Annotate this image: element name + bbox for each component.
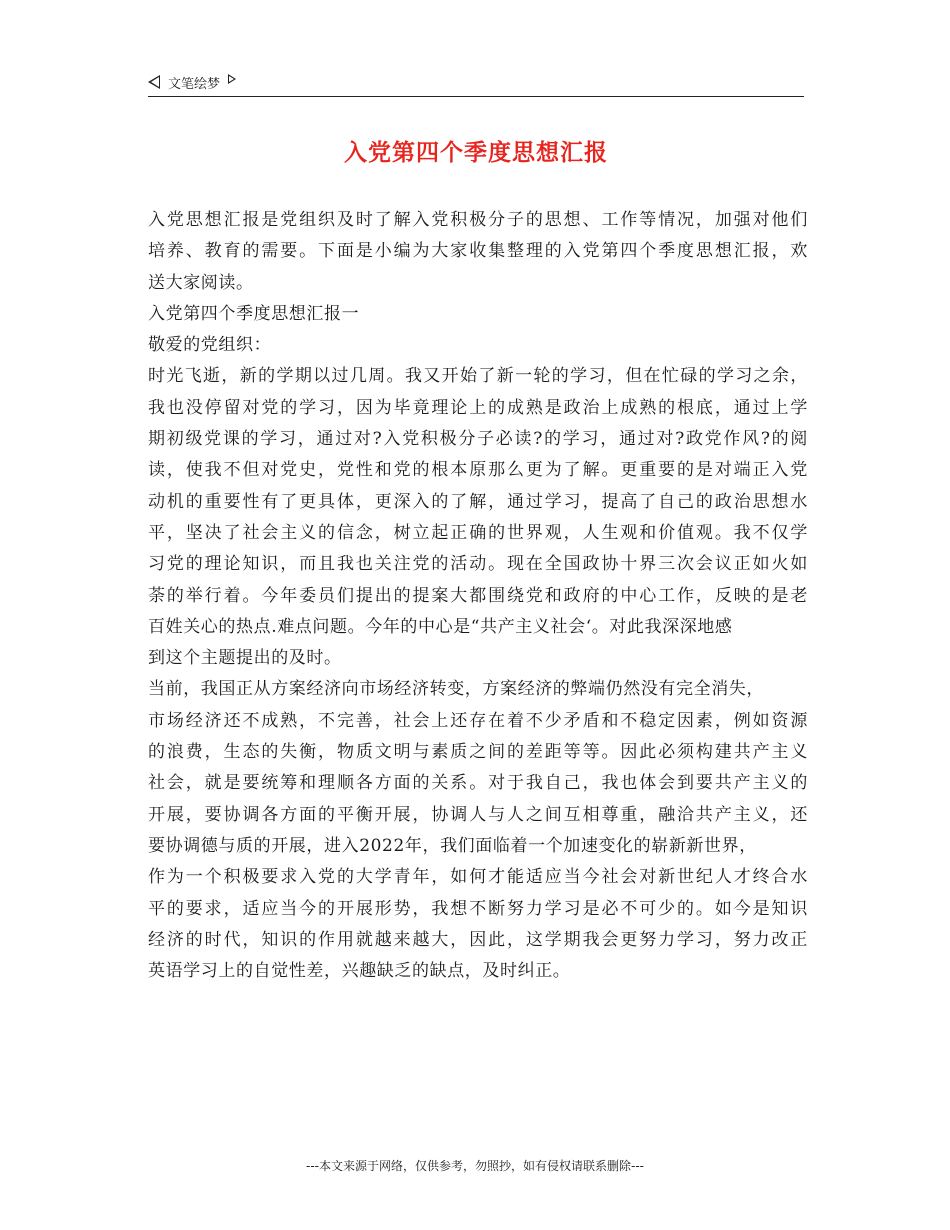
- body-line: 敬爱的党组织：: [148, 335, 272, 356]
- body-line: 动机的重要性有了更具体，更深入的了解，通过学习，提高了自己的政治思想水: [148, 491, 808, 512]
- body-line: 英语学习上的自觉性差，兴趣缺乏的缺点，及时纠正。: [148, 961, 571, 982]
- body-line: 培养、教育的需要。下面是小编为大家收集整理的入党第四个季度思想汇报，欢: [148, 241, 808, 262]
- body-line: 送大家阅读。: [148, 272, 254, 293]
- body-line: 开展，要协调各方面的平衡开展，协调人与人之间互相尊重，融洽共产主义，还: [148, 804, 808, 825]
- header-brand: 文笔绘梦: [168, 76, 221, 92]
- body-line: 习党的理论知识，而且我也关注党的活动。现在全国政协十界三次会议正如火如: [148, 554, 808, 575]
- body-line: 社会，就是要统筹和理顺各方面的关系。对于我自己，我也体会到要共产主义的: [148, 773, 808, 794]
- body-line: 平的要求，适应当今的开展形势，我想不断努力学习是必不可少的。如今是知识: [148, 898, 808, 919]
- body-line: 读，使我不但对党史，党性和党的根本原那么更为了解。更重要的是对端正入党: [148, 460, 808, 481]
- body-line: 入党思想汇报是党组织及时了解入党积极分子的思想、工作等情况，加强对他们: [148, 210, 808, 230]
- body-line: 时光飞逝，新的学期以过几周。我又开始了新一轮的学习，但在忙碌的学习之余，: [148, 366, 808, 387]
- body-line: 当前，我国正从方案经济向市场经济转变，方案经济的弊端仍然没有完全消失，: [148, 679, 764, 700]
- body-line: 期初级党课的学习，通过对?入党积极分子必读?的学习，通过对?政党作风?的阅: [148, 429, 808, 450]
- body-line: 百姓关心的热点.难点问题。今年的中心是“共产主义社会‘。对此我深深地感: [148, 616, 733, 637]
- body-line: 到这个主题提出的及时。: [148, 648, 342, 669]
- triangle-right-icon: [228, 74, 236, 84]
- body-line: 作为一个积极要求入党的大学青年，如何才能适应当今社会对新世纪人才终合水: [148, 867, 808, 888]
- page-header: [148, 70, 804, 97]
- body-line: 荼的举行着。今年委员们提出的提案大都围绕党和政府的中心工作，反映的是老: [148, 585, 808, 606]
- body-line: 市场经济还不成熟，不完善，社会上还存在着不少矛盾和不稳定因素，例如资源: [148, 710, 808, 731]
- body-line: 入党第四个季度思想汇报一: [148, 303, 360, 324]
- body-line: 我也没停留对党的学习，因为毕竟理论上的成熟是政治上成熟的根底，通过上学: [148, 397, 808, 418]
- body-line: 的浪费，生态的失衡，物质文明与素质之间的差距等等。因此必须构建共产主义: [148, 742, 808, 763]
- page-footer-note: ---本文来源于网络，仅供参考，勿照抄，如有侵权请联系删除---: [306, 1159, 644, 1173]
- body-line: 经济的时代，知识的作用就越来越大，因此，这学期我会更努力学习，努力改正: [148, 929, 808, 950]
- document-body: [148, 205, 808, 987]
- triangle-left-icon: [148, 75, 160, 89]
- document-title: 入党第四个季度思想汇报: [344, 140, 608, 166]
- body-line: 要协调德与质的开展，进入2022年，我们面临着一个加速变化的崭新新世界，: [148, 835, 757, 856]
- body-line: 平，坚决了社会主义的信念，树立起正确的世界观，人生观和价值观。我不仅学: [148, 522, 808, 543]
